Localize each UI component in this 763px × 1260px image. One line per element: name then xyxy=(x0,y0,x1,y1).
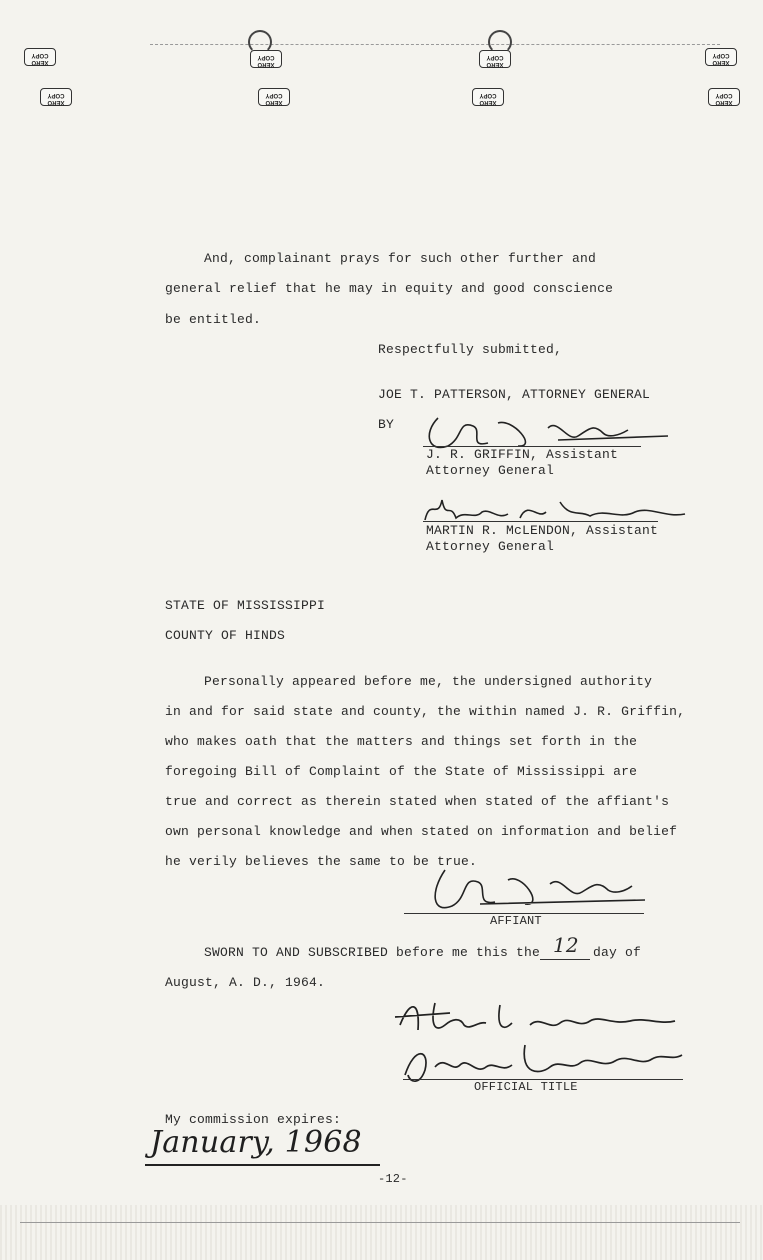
prayer-line-1: And, complainant prays for such other further and xyxy=(204,251,597,266)
xero-copy-stamp: XERO COPY xyxy=(250,50,282,68)
prayer-line-2: general relief that he may in equity and good conscience xyxy=(165,281,614,296)
xero-copy-stamp: XERO COPY xyxy=(40,88,72,106)
xero-copy-stamp: XERO COPY xyxy=(24,48,56,66)
venue-state: STATE OF MISSISSIPPI xyxy=(165,598,326,613)
scan-bottom-edge xyxy=(20,1222,740,1223)
xero-copy-stamp: XERO COPY xyxy=(479,50,511,68)
sworn-date-line: August, A. D., 1964. xyxy=(165,975,326,990)
commission-underline xyxy=(145,1164,380,1166)
sworn-part-2: day of xyxy=(593,945,642,960)
commission-date-handwritten: January, 1968 xyxy=(150,1125,362,1160)
day-blank-line xyxy=(540,959,590,960)
affidavit-line-3: who makes oath that the matters and things set forth in the xyxy=(165,734,638,749)
xero-copy-stamp: XERO COPY xyxy=(708,88,740,106)
affidavit-line-6: own personal knowledge and when stated on information and belief xyxy=(165,824,678,839)
sworn-day-handwritten: 12 xyxy=(553,933,579,957)
top-edge-line xyxy=(150,44,720,45)
commission-label: My commission expires: xyxy=(165,1112,342,1127)
scan-artifact-band xyxy=(0,1205,763,1260)
notary-signature xyxy=(390,995,690,1090)
closing-phrase: Respectfully submitted, xyxy=(378,342,563,357)
xero-copy-stamp: XERO COPY xyxy=(472,88,504,106)
prayer-line-3: be entitled. xyxy=(165,312,262,327)
griffin-name: J. R. GRIFFIN, Assistant xyxy=(426,447,619,462)
mclendon-title: Attorney General xyxy=(426,539,555,554)
affidavit-line-4: foregoing Bill of Complaint of the State of Mississippi are xyxy=(165,764,638,779)
venue-county: COUNTY OF HINDS xyxy=(165,628,286,643)
sworn-text xyxy=(204,945,540,960)
affidavit-line-7: he verily believes the same to be true. xyxy=(165,854,478,869)
affiant-signature xyxy=(420,862,650,917)
xero-copy-stamp: XERO COPY xyxy=(705,48,737,66)
attorney-general-line: JOE T. PATTERSON, ATTORNEY GENERAL xyxy=(378,387,651,402)
griffin-title: Attorney General xyxy=(426,463,555,478)
xero-copy-stamp: XERO COPY xyxy=(258,88,290,106)
affidavit-line-2: in and for said state and county, the within named J. R. Griffin, xyxy=(165,704,686,719)
affidavit-line-1: Personally appeared before me, the undersigned authority xyxy=(204,674,653,689)
by-label: BY xyxy=(378,417,395,432)
official-title-label: OFFICIAL TITLE xyxy=(474,1080,578,1094)
signature-line xyxy=(423,521,658,522)
page-number: -12- xyxy=(378,1172,408,1186)
affidavit-line-5: true and correct as therein stated when stated of the affiant's xyxy=(165,794,670,809)
mclendon-name: MARTIN R. McLENDON, Assistant xyxy=(426,523,659,538)
affiant-label: AFFIANT xyxy=(490,914,542,928)
sworn-part-1: SWORN TO AND SUBSCRIBED before me this the xyxy=(204,945,541,960)
